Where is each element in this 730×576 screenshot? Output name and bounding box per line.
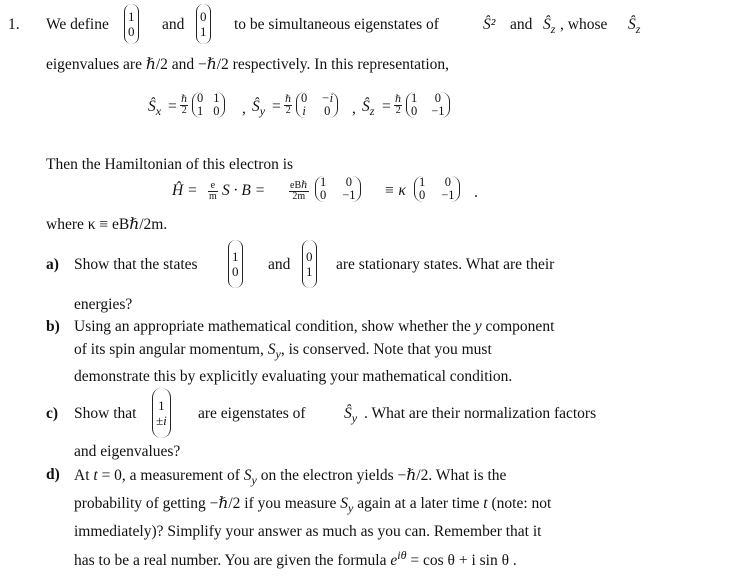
- sz-operator-2: [628, 16, 640, 37]
- vector-entry: 0: [200, 9, 207, 24]
- spin-up-vector: [228, 240, 243, 288]
- part-a-and: and: [268, 256, 291, 273]
- op-subscript: x: [155, 104, 162, 119]
- op-symbol: Ŝ: [148, 98, 156, 115]
- sy-subscript: y: [251, 473, 257, 488]
- part-d-line-4: [74, 548, 517, 570]
- text: (note: not: [491, 495, 552, 512]
- spin-down-vector: [302, 240, 317, 288]
- frac-denominator: 2: [395, 105, 401, 116]
- sz-subscript: z: [635, 22, 641, 37]
- matrix-entry: 1: [411, 91, 418, 105]
- matrix-entry: 0: [345, 175, 353, 189]
- hamiltonian-lhs: Ĥ =: [172, 182, 198, 199]
- matrix-entry: 1: [197, 104, 204, 118]
- and-word-2: and: [510, 16, 533, 33]
- sy-label: [252, 98, 265, 119]
- hbar-over-2: [284, 95, 292, 116]
- sz-label: [362, 98, 374, 119]
- sy-symbol: S: [340, 495, 348, 512]
- matrix-entry: −i: [321, 91, 334, 105]
- sz-subscript: z: [550, 22, 556, 37]
- spin-down-vector: [196, 4, 211, 44]
- op-subscript: y: [259, 104, 266, 119]
- text: has to be a real number. You are given the formula: [74, 552, 387, 570]
- vector-entry: ±i: [156, 413, 167, 428]
- vector-entry: 1: [232, 249, 239, 264]
- vector-entry: 1: [306, 264, 313, 279]
- sz-operator: [543, 16, 555, 37]
- text: again at a later time: [357, 495, 480, 512]
- eigenvector-sy: [152, 388, 171, 438]
- equals-sign: =: [272, 98, 281, 115]
- comma: ,: [352, 100, 356, 117]
- frac-numerator: ℏ: [181, 94, 188, 105]
- matrix-entry: −1: [441, 188, 455, 202]
- part-a-text-2: are stationary states. What are their: [336, 256, 555, 273]
- text: = 0, a measurement of: [101, 467, 240, 484]
- text: probability of getting −ℏ/2 if you measure: [74, 495, 337, 512]
- kappa-definition: where κ ≡ eBℏ/2m.: [46, 216, 168, 233]
- matrix-entry: 0: [324, 104, 331, 118]
- s-squared-operator: Ŝ²: [483, 16, 496, 33]
- matrix-entry: 1: [320, 175, 327, 189]
- matrix-entry: −1: [342, 188, 356, 202]
- hbar-over-2: [180, 95, 188, 116]
- text: component: [485, 318, 555, 335]
- part-b-line-1: [74, 318, 554, 336]
- frac-numerator: ℏ: [395, 94, 402, 105]
- sx-label: [148, 98, 161, 119]
- part-a-text-3: energies?: [74, 296, 133, 313]
- frac-numerator: e: [208, 181, 218, 192]
- equals-sign: =: [382, 98, 391, 115]
- sy-operator: [344, 405, 357, 426]
- hamiltonian-intro: Then the Hamiltonian of this electron is: [46, 156, 294, 173]
- problem-number: 1.: [8, 16, 20, 33]
- part-c-text-2: are eigenstates of: [198, 405, 306, 422]
- hbar-over-2: [394, 95, 402, 116]
- comma: ,: [242, 100, 246, 117]
- sy-symbol: S: [267, 341, 276, 358]
- matrix-entry: 0: [434, 91, 442, 105]
- matrix-entry: 0: [213, 104, 220, 118]
- euler-e: e: [390, 552, 398, 570]
- matrix-entry: 0: [419, 188, 426, 202]
- text: on the electron yields −ℏ/2. What is the: [260, 467, 507, 484]
- kappa-matrix: [414, 176, 460, 202]
- vector-entry: 1: [158, 398, 165, 413]
- sz-symbol: Ŝ: [628, 16, 636, 33]
- eigenvalue-line: eigenvalues are ℏ/2 and −ℏ/2 respectively. In this representation,: [46, 56, 450, 73]
- part-c-label: c): [46, 405, 59, 422]
- matrix-entry: −1: [431, 104, 445, 118]
- hamiltonian-mid: S · B =: [222, 182, 266, 199]
- t-var: t: [93, 467, 98, 484]
- e-over-m: [208, 181, 218, 202]
- frac-numerator: eBℏ: [290, 180, 308, 191]
- and-word: and: [162, 16, 185, 33]
- op-subscript: z: [369, 104, 375, 119]
- part-b-label: b): [46, 318, 60, 335]
- part-c-text-4: and eigenvalues?: [74, 443, 181, 460]
- kappa-equiv: ≡ κ: [384, 182, 406, 199]
- intro-text-1: We define: [46, 16, 109, 33]
- sy-symbol: S: [243, 467, 252, 484]
- text: Using an appropriate mathematical condition, show whether the: [74, 318, 471, 335]
- y-var: y: [474, 318, 482, 335]
- part-a-label: a): [46, 256, 59, 273]
- matrix-entry: 1: [419, 175, 426, 189]
- part-d-line-3: immediately)? Simplify your answer as much as you can. Remember that it: [74, 523, 542, 540]
- part-d-label: d): [46, 466, 60, 483]
- part-a-text-1: Show that the states: [74, 256, 198, 273]
- matrix-entry: 0: [411, 104, 418, 118]
- matrix-entry: 1: [213, 91, 220, 105]
- matrix-entry: 0: [197, 91, 204, 105]
- hamiltonian-matrix: [315, 176, 361, 202]
- intro-text-2: to be simultaneous eigenstates of: [234, 16, 439, 33]
- sy-subscript: y: [348, 501, 354, 516]
- part-d-line-2: [74, 494, 551, 516]
- frac-numerator: ℏ: [285, 94, 292, 105]
- matrix-entry: 0: [320, 188, 327, 202]
- period: .: [474, 184, 478, 201]
- part-c-text-3: . What are their normalization factors: [364, 405, 597, 422]
- euler-exponent: iθ: [397, 548, 407, 562]
- matrix-entry: 0: [301, 91, 308, 105]
- spin-up-vector: [124, 4, 139, 44]
- sz-matrix: [406, 92, 450, 118]
- vector-entry: 0: [128, 24, 135, 39]
- text: At: [74, 467, 90, 484]
- vector-entry: 1: [128, 9, 135, 24]
- text: of its spin angular momentum,: [74, 341, 264, 358]
- part-d-line-1: [74, 466, 506, 488]
- op-subscript: y: [351, 411, 358, 426]
- vector-entry: 0: [232, 264, 239, 279]
- op-symbol: Ŝ: [344, 405, 352, 422]
- frac-denominator: 2: [285, 105, 291, 116]
- part-b-line-2: [74, 341, 492, 362]
- text: = cos θ + i sin θ .: [410, 552, 517, 570]
- matrix-entry: 0: [444, 175, 452, 189]
- part-b-line-3: demonstrate this by explicitly evaluating your mathematical condition.: [74, 368, 513, 385]
- frac-denominator: 2m: [292, 191, 306, 202]
- sx-matrix: [192, 92, 225, 118]
- equals-sign: =: [168, 98, 177, 115]
- sz-symbol: Ŝ: [543, 16, 551, 33]
- sy-subscript: y: [275, 347, 281, 362]
- frac-denominator: 2: [181, 105, 187, 116]
- text: , is conserved. Note that you must: [280, 341, 492, 358]
- op-symbol: Ŝ: [252, 98, 260, 115]
- sy-matrix: [296, 92, 338, 118]
- vector-entry: 1: [200, 24, 207, 39]
- ebhbar-over-2m: [289, 181, 309, 202]
- frac-denominator: m: [209, 191, 217, 202]
- matrix-entry: i: [302, 104, 306, 118]
- part-c-text-1: Show that: [74, 405, 137, 422]
- t-var: t: [483, 495, 488, 512]
- vector-entry: 0: [306, 249, 313, 264]
- intro-text-3: , whose: [560, 16, 608, 33]
- op-symbol: Ŝ: [362, 98, 370, 115]
